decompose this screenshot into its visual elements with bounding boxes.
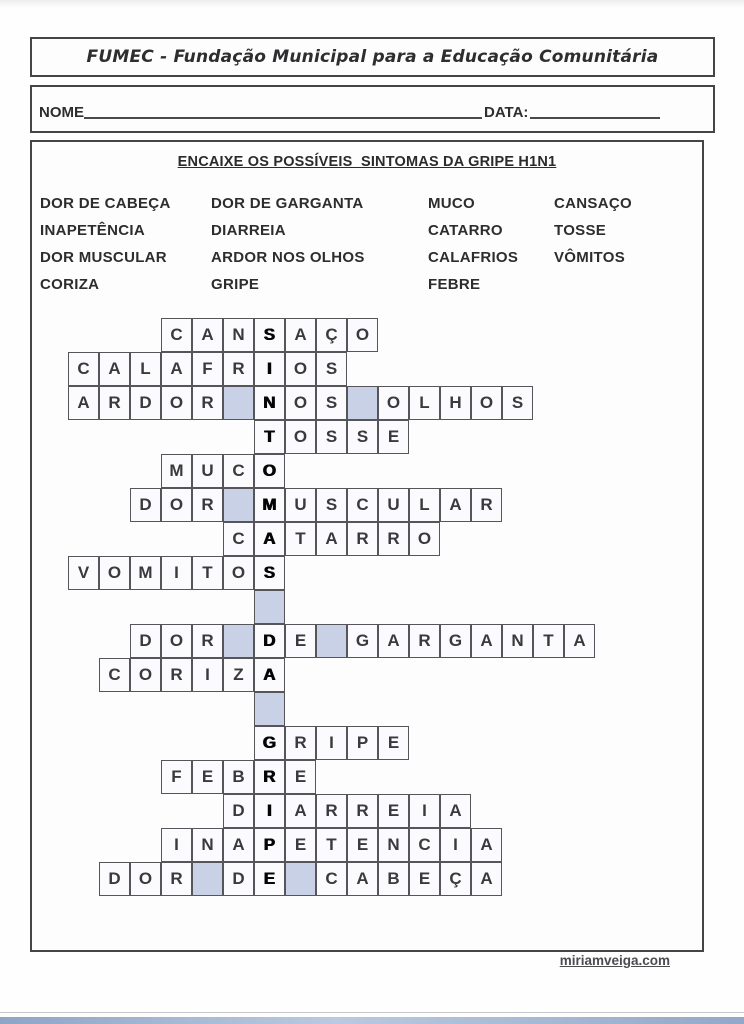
word-bank-item: FEBRE [428,276,481,293]
crossword-letter-cell[interactable]: R [192,488,223,522]
word-bank-item: CALAFRIOS [428,249,519,266]
crossword-separator-cell[interactable] [223,624,254,658]
crossword-letter-cell[interactable]: D [99,862,130,896]
word-bank-item: CANSAÇO [554,195,632,212]
crossword-letter-cell[interactable]: T [192,556,223,590]
crossword-letter-cell[interactable]: A [223,828,254,862]
crossword-letter-cell[interactable]: A [378,624,409,658]
word-bank-column [428,190,518,298]
footer-credit [470,953,670,968]
crossword-letter-cell[interactable]: R [471,488,502,522]
crossword-letter-cell[interactable]: E [378,420,409,454]
crossword-letter-cell[interactable]: R [223,352,254,386]
crossword-letter-cell[interactable]: G [254,726,285,760]
crossword-separator-cell[interactable] [254,590,285,624]
word-bank-item: MUCO [428,195,476,212]
puzzle-title: ENCAIXE OS POSSÍVEIS SINTOMAS DA GRIPE H1N1 [177,154,557,170]
word-bank-column [211,190,365,298]
word-bank-item: DOR DE CABEÇA [40,195,171,212]
crossword-letter-cell[interactable]: E [285,760,316,794]
word-bank-item: DIARREIA [211,222,286,239]
crossword-letter-cell[interactable]: I [316,726,347,760]
crossword-letter-cell[interactable]: F [161,760,192,794]
scan-bottom-strip [0,1017,744,1024]
word-bank-item: TOSSE [554,222,607,239]
crossword-letter-cell[interactable]: O [161,386,192,420]
crossword-letter-cell[interactable]: A [471,828,502,862]
crossword-letter-cell[interactable]: A [347,862,378,896]
crossword-letter-cell[interactable]: A [68,386,99,420]
crossword-letter-cell[interactable]: U [285,488,316,522]
word-bank-item: DOR DE GARGANTA [211,195,364,212]
crossword-letter-cell[interactable]: E [378,726,409,760]
crossword-letter-cell[interactable]: D [254,624,285,658]
crossword-letter-cell[interactable]: O [409,522,440,556]
crossword-separator-cell[interactable] [254,692,285,726]
crossword-letter-cell[interactable]: C [316,862,347,896]
crossword-letter-cell[interactable]: A [471,862,502,896]
crossword-letter-cell[interactable]: R [285,726,316,760]
crossword-letter-cell[interactable]: O [378,386,409,420]
crossword-letter-cell[interactable]: R [316,794,347,828]
crossword-letter-cell[interactable]: A [316,522,347,556]
crossword-letter-cell[interactable]: S [316,386,347,420]
crossword-letter-cell[interactable]: O [130,862,161,896]
crossword-letter-cell[interactable]: E [285,624,316,658]
name-label: NOME [39,104,84,121]
crossword-letter-cell[interactable]: M [130,556,161,590]
word-bank-column [40,190,171,298]
crossword-letter-cell[interactable]: R [409,624,440,658]
crossword-letter-cell[interactable]: L [409,488,440,522]
word-bank [32,190,702,300]
crossword-letter-cell[interactable]: E [347,828,378,862]
crossword-letter-cell[interactable]: S [502,386,533,420]
crossword-letter-cell[interactable]: T [316,828,347,862]
crossword-letter-cell[interactable]: P [347,726,378,760]
crossword-letter-cell[interactable]: E [378,794,409,828]
crossword-letter-cell[interactable]: I [254,352,285,386]
crossword-letter-cell[interactable]: G [440,624,471,658]
crossword-letter-cell[interactable]: S [347,420,378,454]
header-title: FUMEC - Fundação Municipal para a Educação Comunitária [86,47,659,67]
crossword-letter-cell[interactable]: D [130,386,161,420]
crossword-letter-cell[interactable]: B [223,760,254,794]
crossword-letter-cell[interactable]: R [192,624,223,658]
crossword-letter-cell[interactable]: A [285,794,316,828]
crossword-letter-cell[interactable]: N [223,318,254,352]
crossword-letter-cell[interactable]: C [409,828,440,862]
crossword-letter-cell[interactable]: L [130,352,161,386]
crossword-letter-cell[interactable]: S [254,318,285,352]
crossword-letter-cell[interactable]: R [192,386,223,420]
crossword-letter-cell[interactable]: Ç [440,862,471,896]
crossword-letter-cell[interactable]: A [440,488,471,522]
crossword-letter-cell[interactable]: M [254,488,285,522]
crossword-letter-cell[interactable]: I [161,828,192,862]
crossword-letter-cell[interactable]: O [285,352,316,386]
crossword-letter-cell[interactable]: A [440,794,471,828]
crossword-letter-cell[interactable]: E [285,828,316,862]
name-blank-line[interactable] [84,99,482,119]
crossword-letter-cell[interactable]: I [254,794,285,828]
crossword-letter-cell[interactable]: C [99,658,130,692]
crossword-letter-cell[interactable]: O [161,488,192,522]
crossword-letter-cell[interactable]: A [254,522,285,556]
date-blank-line[interactable] [530,99,660,119]
crossword-letter-cell[interactable]: O [347,318,378,352]
crossword-letter-cell[interactable]: N [254,386,285,420]
word-bank-item: CATARRO [428,222,503,239]
crossword-letter-cell[interactable]: N [502,624,533,658]
crossword-separator-cell[interactable] [316,624,347,658]
crossword-letter-cell[interactable]: C [161,318,192,352]
crossword-letter-cell[interactable]: V [68,556,99,590]
crossword-letter-cell[interactable]: O [99,556,130,590]
header-box [30,37,715,77]
crossword-separator-cell[interactable] [223,386,254,420]
word-bank-item: GRIPE [211,276,260,293]
crossword-separator-cell[interactable] [223,488,254,522]
crossword-letter-cell[interactable]: Ç [316,318,347,352]
word-bank-item: VÔMITOS [554,249,625,266]
crossword-letter-cell[interactable]: U [378,488,409,522]
crossword-letter-cell[interactable]: A [254,658,285,692]
crossword-letter-cell[interactable]: R [99,386,130,420]
crossword-letter-cell[interactable]: E [254,862,285,896]
crossword-letter-cell[interactable]: I [192,658,223,692]
crossword-letter-cell[interactable]: T [254,420,285,454]
crossword-letter-cell[interactable]: T [533,624,564,658]
word-bank-item: INAPETÊNCIA [40,222,145,239]
crossword-letter-cell[interactable]: A [564,624,595,658]
crossword-letter-cell[interactable]: D [223,794,254,828]
word-bank-item: DOR MUSCULAR [40,249,167,266]
crossword-letter-cell[interactable]: S [316,420,347,454]
crossword-letter-cell[interactable]: C [347,488,378,522]
crossword-letter-cell[interactable]: O [471,386,502,420]
crossword-letter-cell[interactable]: M [161,454,192,488]
crossword-letter-cell[interactable]: F [192,352,223,386]
crossword-letter-cell[interactable]: O [161,624,192,658]
crossword-letter-cell[interactable]: S [316,352,347,386]
crossword-letter-cell[interactable]: R [378,522,409,556]
crossword-letter-cell[interactable]: C [223,454,254,488]
crossword-letter-cell[interactable]: A [161,352,192,386]
crossword-letter-cell[interactable]: T [285,522,316,556]
word-bank-item: ARDOR NOS OLHOS [211,249,365,266]
crossword-letter-cell[interactable]: O [223,556,254,590]
crossword-letter-cell[interactable]: O [285,420,316,454]
name-date-box [30,85,715,133]
crossword-letter-cell[interactable]: B [378,862,409,896]
crossword-letter-cell[interactable]: E [409,862,440,896]
crossword-letter-cell[interactable]: R [347,794,378,828]
crossword-separator-cell[interactable] [347,386,378,420]
footer-credit-link[interactable]: miriamveiga.com [559,953,670,968]
word-bank-column [554,190,632,271]
crossword-letter-cell[interactable]: Z [223,658,254,692]
crossword-letter-cell[interactable]: E [192,760,223,794]
crossword-letter-cell[interactable]: A [99,352,130,386]
crossword-letter-cell[interactable]: N [192,828,223,862]
crossword-separator-cell[interactable] [285,862,316,896]
crossword-letter-cell[interactable]: D [130,624,161,658]
crossword-letter-cell[interactable]: I [440,828,471,862]
crossword-letter-cell[interactable]: L [409,386,440,420]
date-label: DATA: [484,104,529,121]
crossword-letter-cell[interactable]: I [161,556,192,590]
crossword-letter-cell[interactable]: D [223,862,254,896]
crossword-letter-cell[interactable]: D [130,488,161,522]
crossword-letter-cell[interactable]: S [254,556,285,590]
crossword-letter-cell[interactable]: H [440,386,471,420]
crossword-separator-cell[interactable] [192,862,223,896]
crossword-letter-cell[interactable]: I [409,794,440,828]
crossword-letter-cell[interactable]: O [254,454,285,488]
crossword-letter-cell[interactable]: C [223,522,254,556]
crossword-letter-cell[interactable]: R [161,658,192,692]
crossword-letter-cell[interactable]: A [471,624,502,658]
scan-edge-line [0,1012,744,1013]
crossword-letter-cell[interactable]: R [347,522,378,556]
crossword-letter-cell[interactable]: N [378,828,409,862]
crossword-letter-cell[interactable]: R [254,760,285,794]
crossword-letter-cell[interactable]: A [285,318,316,352]
crossword-letter-cell[interactable]: U [192,454,223,488]
crossword-letter-cell[interactable]: S [316,488,347,522]
crossword-letter-cell[interactable]: P [254,828,285,862]
crossword-letter-cell[interactable]: R [161,862,192,896]
word-bank-item: CORIZA [40,276,100,293]
crossword-letter-cell[interactable]: A [192,318,223,352]
crossword-letter-cell[interactable]: C [68,352,99,386]
crossword-letter-cell[interactable]: G [347,624,378,658]
crossword-letter-cell[interactable]: O [130,658,161,692]
crossword-letter-cell[interactable]: O [285,386,316,420]
